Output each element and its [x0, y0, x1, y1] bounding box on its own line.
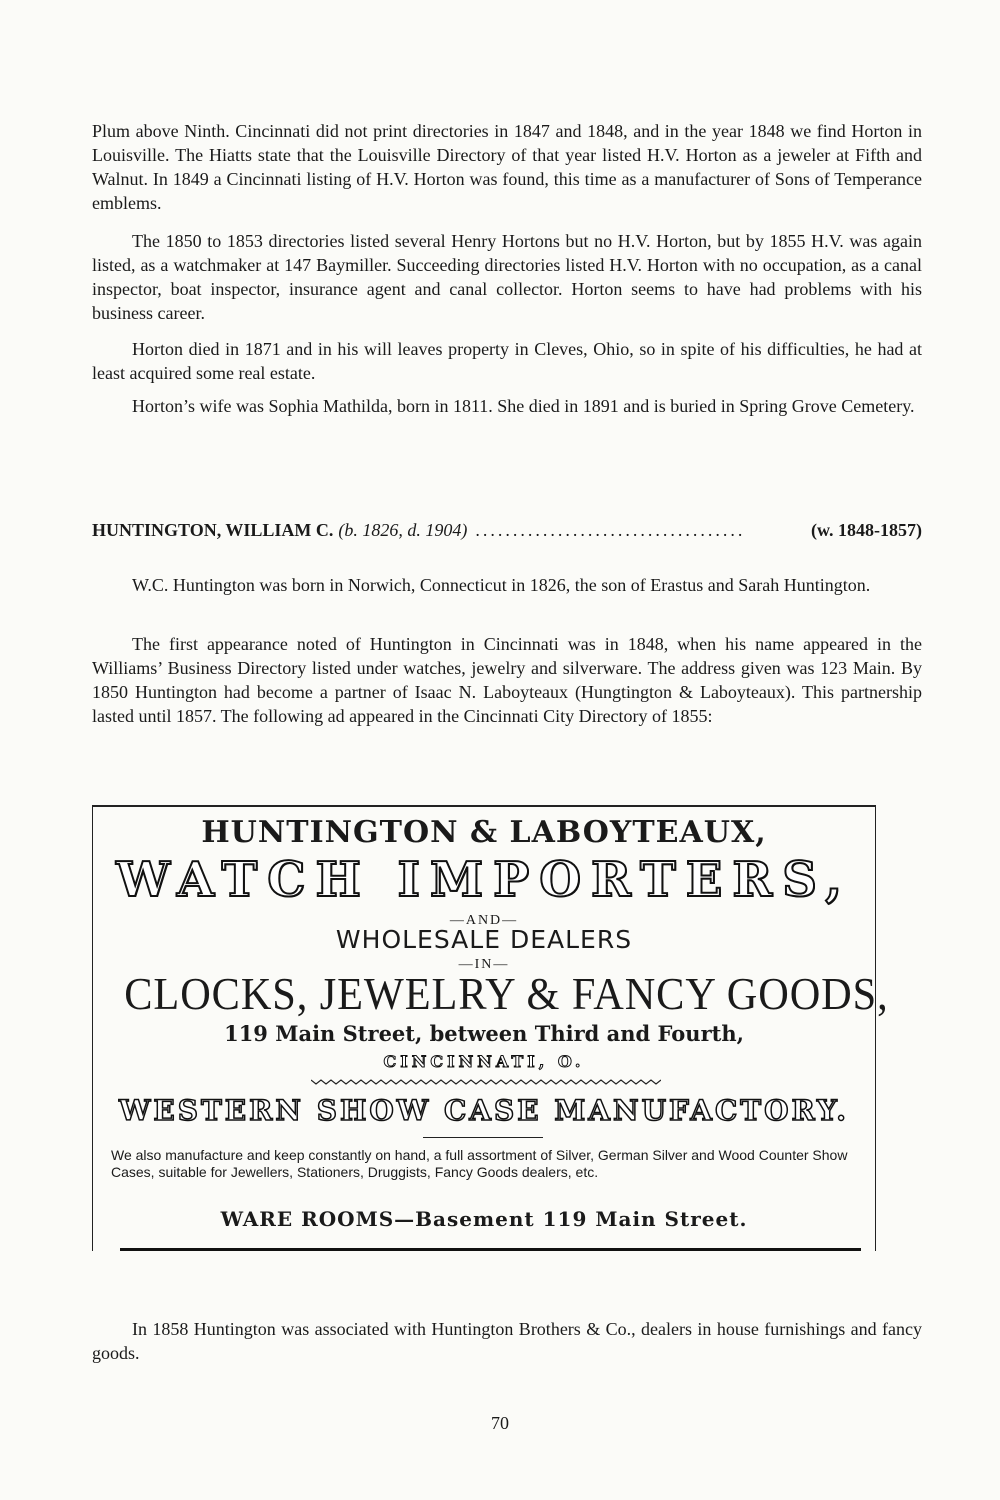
- entry-working-years: (w. 1848-1857): [811, 520, 922, 540]
- decorative-squiggle-divider: [311, 1077, 661, 1087]
- ad-in: —IN—: [458, 957, 510, 972]
- ad-city: CINCINNATI, O.: [383, 1052, 585, 1071]
- advertisement: [92, 805, 889, 1251]
- entry-name: HUNTINGTON, WILLIAM C.: [92, 520, 334, 540]
- ad-goods: CLOCKS, JEWELRY & FANCY GOODS,: [124, 968, 889, 1019]
- paragraph-horton-death: Horton died in 1871 and in his will leaves property in Cleves, Ohio, so in spite of his difficulties, he had at least acquired some real estate.: [92, 339, 922, 383]
- dot-leader: ....................................: [475, 520, 746, 540]
- entry-dates: (b. 1826, d. 1904): [338, 520, 468, 540]
- ad-watch-importers: WATCH IMPORTERS,: [116, 852, 852, 908]
- paragraph-horton-directories: Plum above Ninth. Cincinnati did not print directories in 1847 and 1848, and in the year 1848 we find Horton in Louisville. The Hiatts state that the Louisville Directory of that year listed H.V. Horton as a jeweler at Fifth and Walnut. In 1849 a Cincinnati listing of H.V. Horton was found, this time as a manufacturer of Sons of Temperance emblems.: [92, 121, 922, 213]
- paragraph-huntington-birth: W.C. Huntington was born in Norwich, Connecticut in 1826, the son of Erastus and Sarah Huntington.: [132, 575, 871, 595]
- entry-heading: [92, 518, 922, 542]
- ad-bottom-rule: [120, 1248, 861, 1251]
- ad-and: —AND—: [449, 913, 519, 928]
- ad-fine-print: We also manufacture and keep constantly on hand, a full assortment of Silver, German Silver and Wood Counter Show Cases, suitable for Jewellers, Stationers, Druggists, Fancy Goods dealers, etc.: [111, 1147, 848, 1180]
- page-number: 70: [491, 1413, 509, 1433]
- paragraph-horton-1850s: The 1850 to 1853 directories listed several Henry Hortons but no H.V. Horton, but by 1855 H.V. was again listed, as a watchmaker at 147 Baymiller. Succeeding directories listed H.V. Horton with no occupation, as a canal inspector, boat inspector, insurance agent and canal collector. Horton seems to have had problems with his business career.: [92, 231, 922, 323]
- ad-western-show-case: WESTERN SHOW CASE MANUFACTORY.: [118, 1094, 850, 1127]
- ad-address: 119 Main Street, between Third and Fourth,: [224, 1021, 744, 1046]
- paragraph-horton-wife: Horton’s wife was Sophia Mathilda, born in 1811. She died in 1891 and is buried in Spring Grove Cemetery.: [132, 396, 915, 416]
- ad-ware-rooms: WARE ROOMS—Basement 119 Main Street.: [220, 1207, 748, 1231]
- ad-divider: [423, 1137, 543, 1138]
- paragraph-huntington-partnership: The first appearance noted of Huntington in Cincinnati was in 1848, when his name appeared in the Williams’ Business Directory listed under watches, jewelry and silverware. The address given was 123 Main. By 1850 Huntington had become a partner of Isaac N. Laboyteaux (Hungtington & Laboyteaux). This partnership lasted until 1857. The following ad appeared in the Cincinnati City Directory of 1855:: [92, 634, 922, 726]
- ad-firm-name: HUNTINGTON & LABOYTEAUX,: [201, 815, 767, 850]
- paragraph-huntington-brothers: In 1858 Huntington was associated with Huntington Brothers & Co., dealers in house furnishings and fancy goods.: [92, 1319, 922, 1363]
- ad-wholesale-dealers: WHOLESALE DEALERS: [335, 925, 633, 954]
